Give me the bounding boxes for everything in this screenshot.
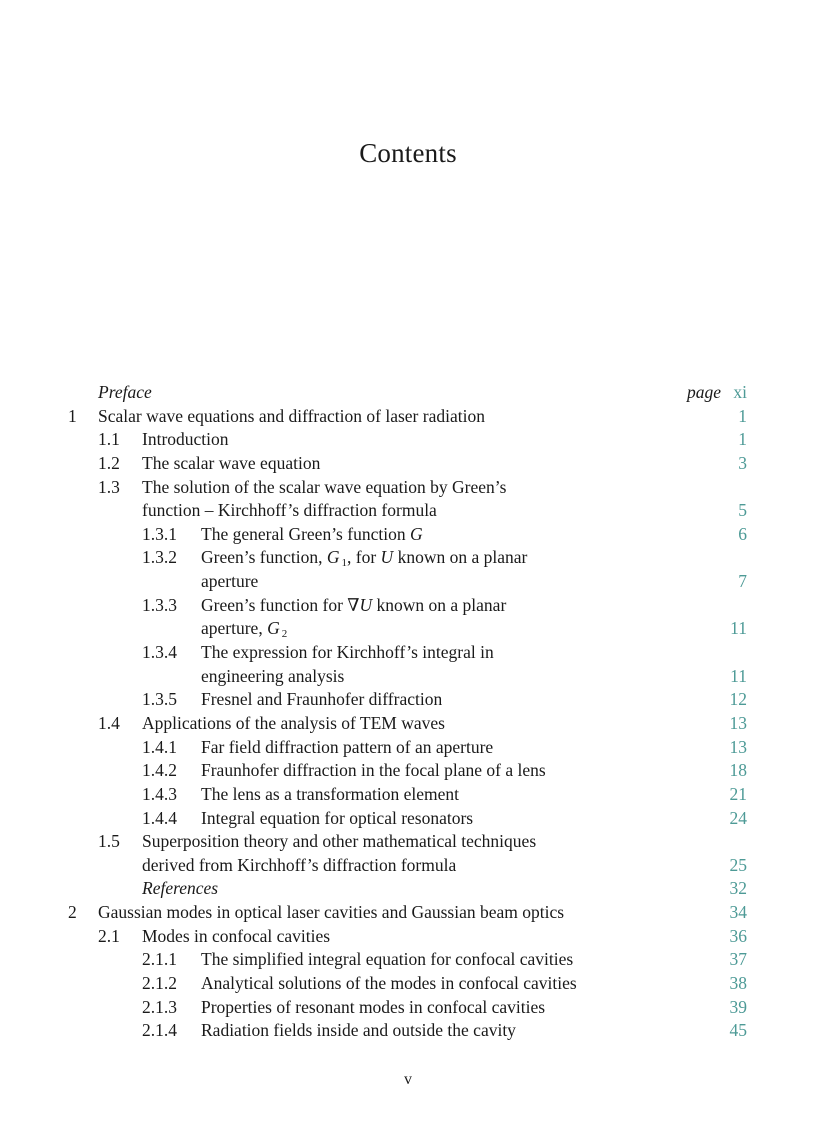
page-number[interactable]: 38	[729, 973, 747, 994]
toc-subsection-1-3-1[interactable]	[0, 523, 816, 547]
toc-subsection-1-3-3[interactable]	[0, 594, 816, 618]
subsection-number: 2.1.2	[142, 973, 177, 994]
toc-subsection-1-3-4[interactable]	[0, 641, 816, 665]
toc-subsection-2-1-1[interactable]	[0, 948, 816, 972]
page-number[interactable]: 6	[738, 523, 747, 544]
page-title: Contents	[359, 138, 457, 168]
subsection-number: 1.3.5	[142, 689, 177, 710]
page-number[interactable]: 18	[729, 760, 747, 781]
page-number[interactable]: 39	[729, 996, 747, 1017]
page-number[interactable]: 11	[730, 618, 747, 639]
references-title: References	[142, 878, 219, 899]
page-number[interactable]: 36	[729, 925, 747, 946]
subsection-title: Fraunhofer diffraction in the focal plane of a lens	[201, 760, 546, 781]
toc-section-1-5[interactable]	[0, 830, 816, 854]
subsection-number: 1.3.4	[142, 642, 177, 663]
subsection-number: 1.4.3	[142, 783, 177, 804]
page-number[interactable]: 37	[729, 949, 747, 970]
page-number[interactable]: 32	[729, 878, 747, 899]
toc-subsection-2-1-3[interactable]	[0, 996, 816, 1020]
subsection-title: Integral equation for optical resonators	[201, 807, 474, 828]
page-number[interactable]: 7	[738, 571, 747, 592]
toc-chapter-1[interactable]	[0, 405, 816, 429]
chapter-title: Gaussian modes in optical laser cavities and Gaussian beam optics	[98, 902, 565, 923]
section-title: Introduction	[142, 429, 229, 450]
subsection-number: 1.4.4	[142, 807, 177, 828]
page-number[interactable]: 3	[738, 452, 747, 473]
subsection-number: 2.1.3	[142, 996, 177, 1017]
section-title-continued: derived from Kirchhoff’s diffraction formula	[142, 854, 457, 875]
toc-entry-preface[interactable]	[0, 381, 816, 405]
subsection-number: 1.4.1	[142, 736, 177, 757]
page-number[interactable]: xi	[733, 382, 747, 402]
toc-subsection-1-3-3-cont[interactable]	[0, 617, 816, 641]
toc-section-1-4[interactable]	[0, 712, 816, 736]
toc-section-1-3-cont[interactable]	[0, 499, 816, 523]
section-title: The solution of the scalar wave equation by Green’s	[142, 476, 507, 497]
toc-subsection-1-4-4[interactable]	[0, 807, 816, 831]
toc-subsection-2-1-4[interactable]	[0, 1019, 816, 1043]
subsection-title: Green’s function, G $_1$, for U known on a planar	[201, 547, 528, 570]
section-title: Applications of the analysis of TEM waves	[142, 712, 445, 733]
page-number[interactable]: 34	[729, 902, 747, 923]
page-number[interactable]: 11	[730, 665, 747, 686]
toc-subsection-1-4-3[interactable]	[0, 783, 816, 807]
subsection-title-continued: aperture, G $_2$	[201, 618, 288, 641]
toc-section-1-2[interactable]	[0, 452, 816, 476]
subsection-title-continued: engineering analysis	[201, 665, 345, 686]
toc-subsection-1-4-1[interactable]	[0, 736, 816, 760]
toc-section-2-1[interactable]	[0, 925, 816, 949]
subsection-title: Far field diffraction pattern of an aperture	[201, 736, 494, 757]
toc-subsection-1-3-2[interactable]	[0, 546, 816, 570]
section-title: Modes in confocal cavities	[142, 925, 331, 946]
subsection-title: The expression for Kirchhoff’s integral in	[201, 642, 494, 663]
page-number[interactable]: 13	[729, 712, 747, 733]
toc-section-1-5-cont[interactable]	[0, 854, 816, 878]
footer-page-number: v	[404, 1071, 412, 1088]
section-number: 1.2	[98, 452, 120, 473]
toc-chapter-2[interactable]	[0, 901, 816, 925]
page-number[interactable]: 1	[738, 429, 747, 450]
chapter-number: 2	[68, 902, 77, 923]
table-of-contents	[0, 381, 816, 1043]
subsection-number: 1.3.2	[142, 547, 177, 568]
page-label: page	[686, 382, 721, 402]
toc-subsection-1-3-4-cont[interactable]	[0, 665, 816, 689]
subsection-title-continued: aperture	[201, 571, 259, 592]
subsection-title: The simplified integral equation for confocal cavities	[201, 949, 574, 970]
section-number: 2.1	[98, 925, 120, 946]
subsection-title: Radiation fields inside and outside the cavity	[201, 1020, 516, 1041]
subsection-title: Green’s function for ∇U known on a planar	[201, 594, 507, 615]
subsection-title: Fresnel and Fraunhofer diffraction	[201, 689, 443, 710]
subsection-title: The lens as a transformation element	[201, 783, 460, 804]
page-number[interactable]: 24	[729, 807, 747, 828]
toc-subsection-1-4-2[interactable]	[0, 759, 816, 783]
section-title: The scalar wave equation	[142, 452, 321, 473]
section-title-continued: function – Kirchhoff’s diffraction formula	[142, 500, 437, 521]
subsection-title: Analytical solutions of the modes in confocal cavities	[201, 973, 577, 994]
chapter-number: 1	[68, 405, 77, 426]
subsection-number: 1.4.2	[142, 760, 177, 781]
page-number[interactable]: 5	[738, 500, 747, 521]
section-number: 1.1	[98, 429, 120, 450]
page-number[interactable]: 25	[729, 854, 747, 875]
subsection-number: 2.1.1	[142, 949, 177, 970]
subsection-title: Properties of resonant modes in confocal cavities	[201, 996, 546, 1017]
page-number[interactable]: 13	[729, 736, 747, 757]
toc-section-1-1[interactable]	[0, 428, 816, 452]
section-number: 1.3	[98, 476, 120, 497]
toc-references-1[interactable]	[0, 877, 816, 901]
subsection-title: The general Green’s function G	[201, 523, 423, 544]
subsection-number: 1.3.1	[142, 523, 177, 544]
page-number[interactable]: 45	[729, 1020, 747, 1041]
section-number: 1.4	[98, 712, 120, 733]
subsection-number: 2.1.4	[142, 1020, 177, 1041]
page-number[interactable]: 1	[738, 405, 747, 426]
toc-subsection-1-3-5[interactable]	[0, 688, 816, 712]
toc-subsection-2-1-2[interactable]	[0, 972, 816, 996]
entry-title: Preface	[98, 382, 152, 402]
toc-subsection-1-3-2-cont[interactable]	[0, 570, 816, 594]
section-title: Superposition theory and other mathematical techniques	[142, 831, 537, 852]
toc-section-1-3[interactable]	[0, 476, 816, 500]
subsection-number: 1.3.3	[142, 594, 177, 615]
chapter-title: Scalar wave equations and diffraction of laser radiation	[98, 405, 485, 426]
page-number[interactable]: 12	[729, 689, 747, 710]
section-number: 1.5	[98, 831, 120, 852]
page-number[interactable]: 21	[729, 783, 747, 804]
